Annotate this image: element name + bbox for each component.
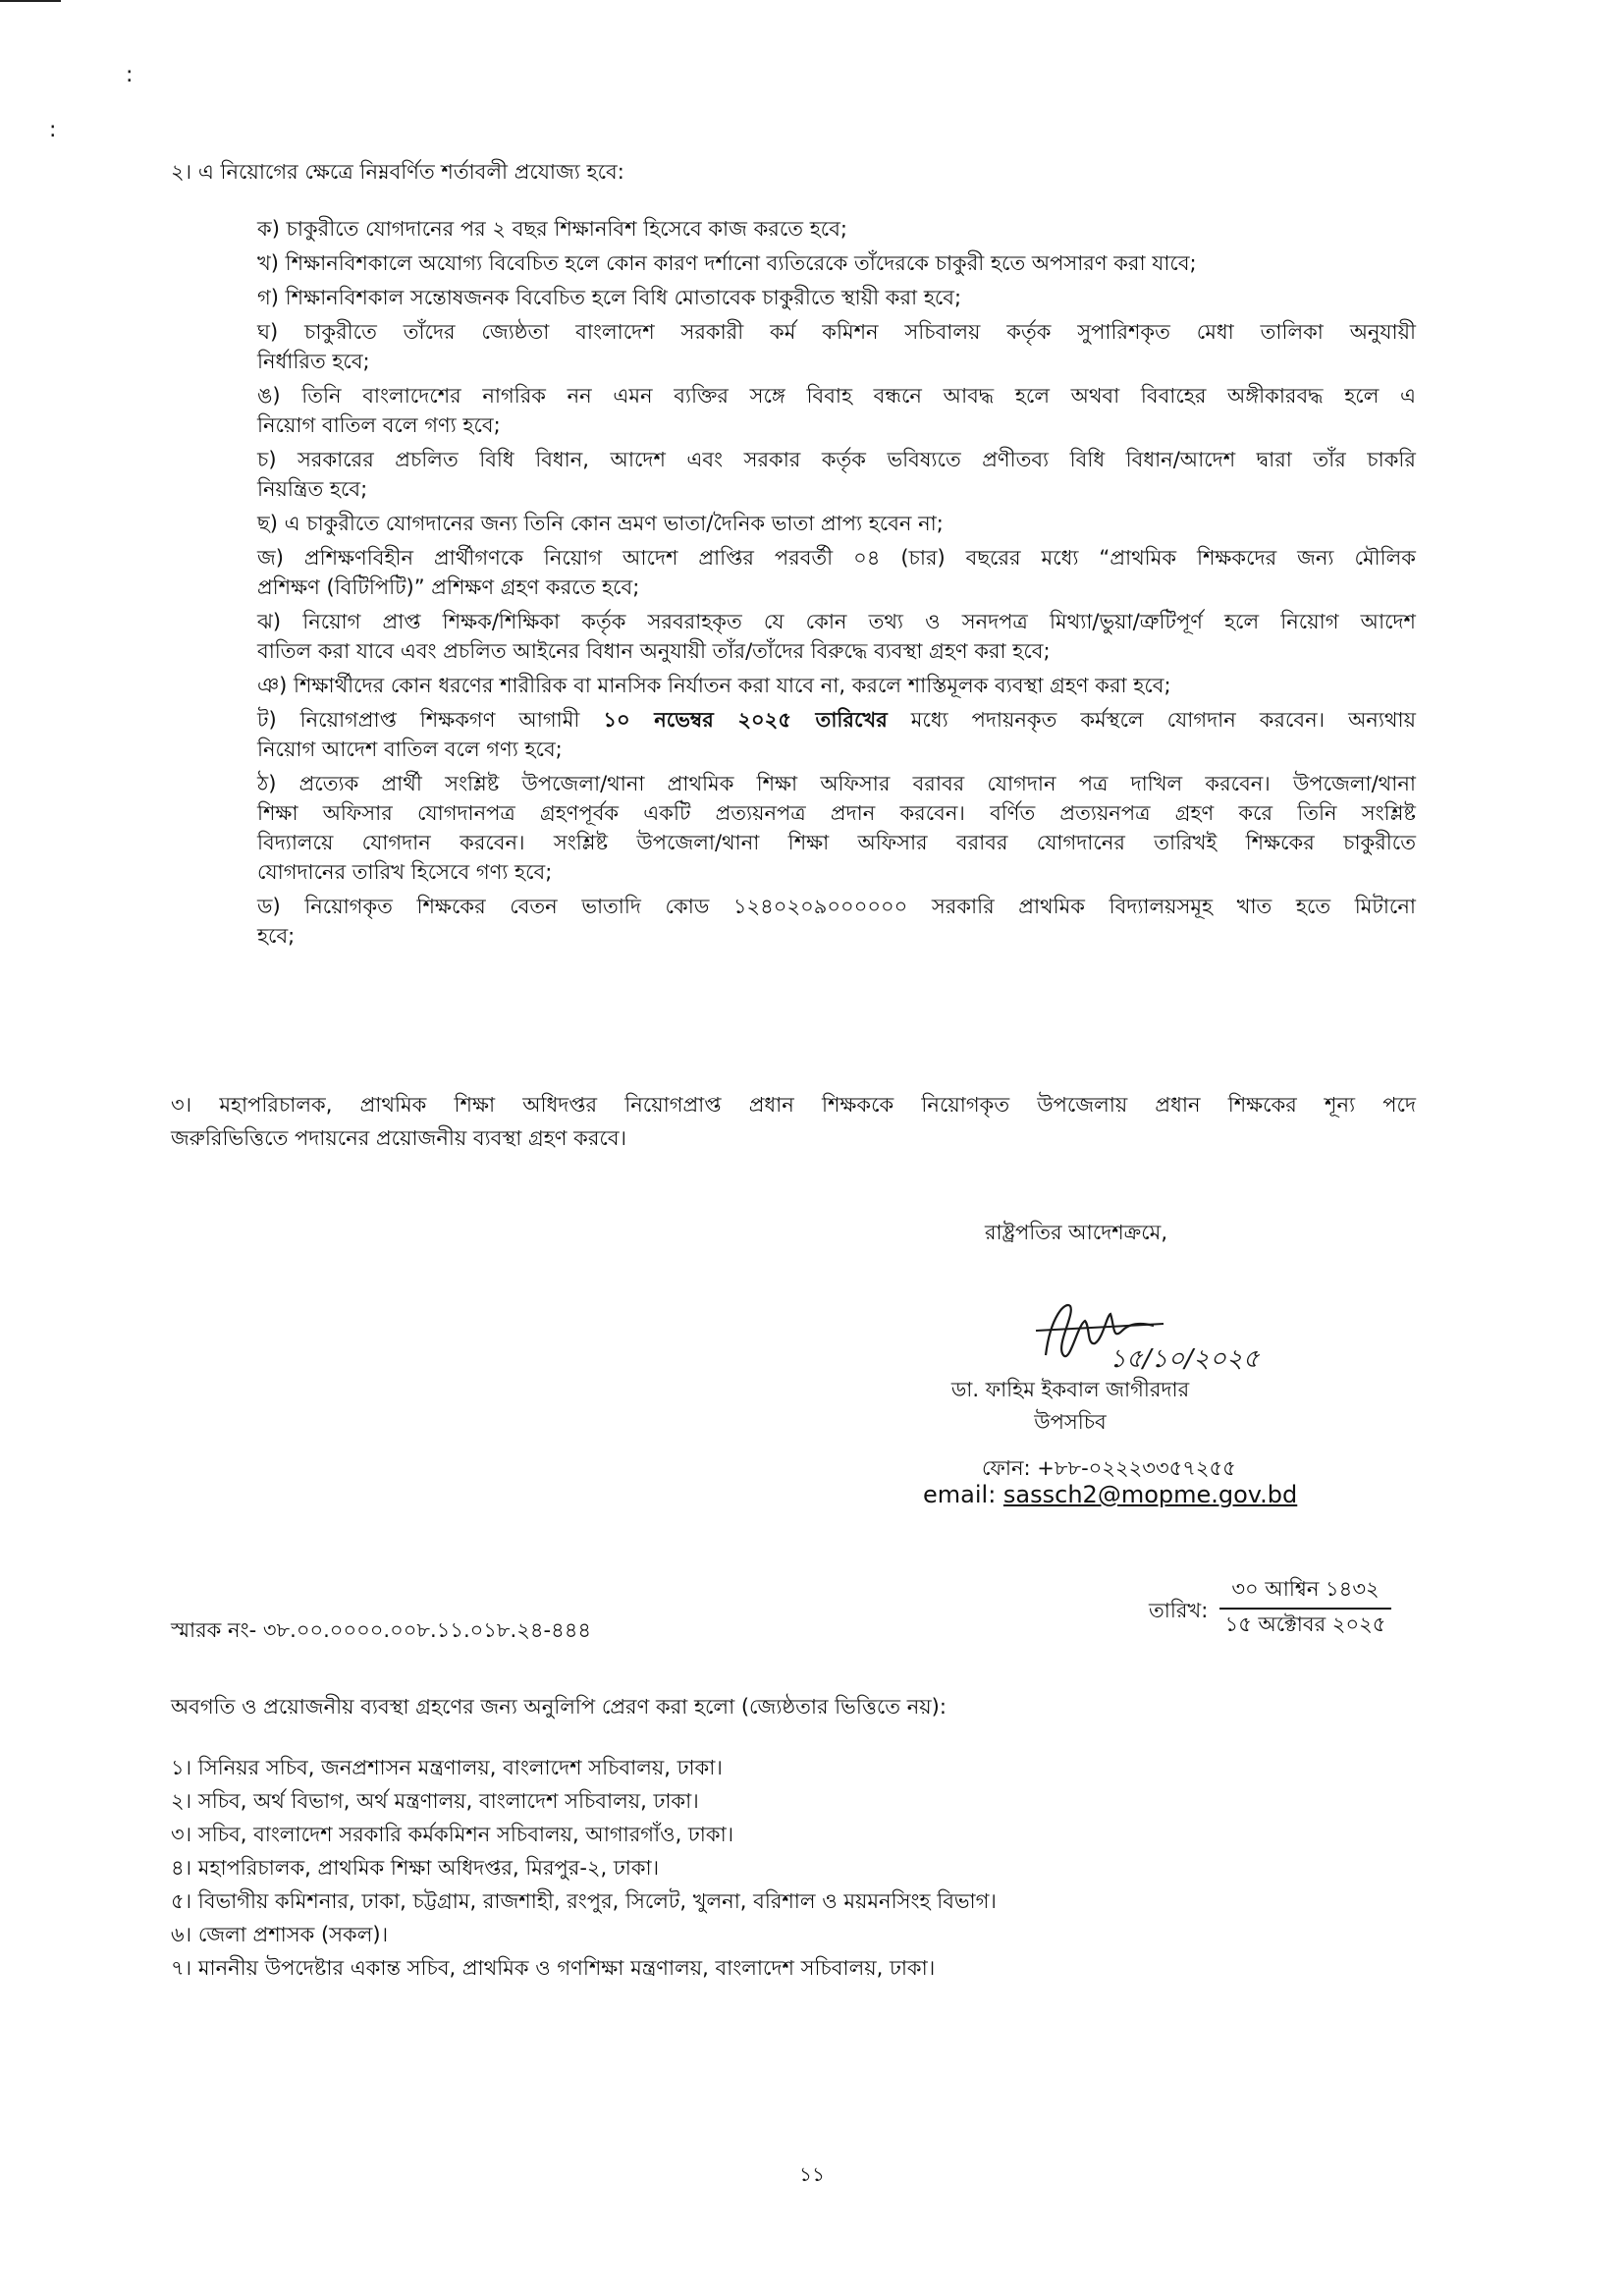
condition-item (257, 769, 1416, 887)
text-line: নিয়ন্ত্রিত হবে; (257, 477, 368, 501)
memo-number: স্মারক নং- ৩৮.০০.০০০০.০০৮.১১.০১৮.২৪-৪৪৪ (171, 1618, 591, 1642)
condition-item (257, 671, 1416, 700)
text-line: নিয়োগ আদেশ বাতিল বলে গণ্য হবে; (257, 737, 563, 761)
text-line: যোগদানের তারিখ হিসেবে গণ্য হবে; (257, 860, 553, 884)
copy-recipient-item: ৩। সচিব, বাংলাদেশ সরকারি কর্মকমিশন সচিবালয়, আগারগাঁও, ঢাকা। (171, 1823, 734, 1846)
text-line: ড) নিয়োগকৃত শিক্ষকের বেতন ভাতাদি কোড ১২৪০২০৯০০০০০০ সরকারি প্রাথমিক বিদ্যালয়সমূহ খাত হতে মিটানো (257, 895, 1416, 918)
text-line: প্রশিক্ষণ (বিটিপিটি)” প্রশিক্ষণ গ্রহণ করতে হবে; (257, 575, 640, 599)
date-english-calendar: ১৫ অক্টোবর ২০২৫ (1224, 1612, 1386, 1636)
date-bangla-calendar: ৩০ আশ্বিন ১৪৩২ (1219, 1573, 1391, 1610)
condition-item (257, 543, 1416, 602)
text-line: ঠ) প্রত্যেক প্রার্থী সংশ্লিষ্ট উপজেলা/থানা প্রাথমিক শিক্ষা অফিসার বরাবর যোগদান পত্র দাখিল করবেন। উপজেলা/থানা (257, 772, 1416, 795)
signatory-phone: ফোন: +৮৮-০২২২৩৩৫৭২৫৫ (982, 1456, 1236, 1480)
handwritten-signature (1016, 1286, 1260, 1385)
signatory-name: ডা. ফাহিম ইকবাল জাগীরদার (950, 1378, 1190, 1401)
condition-item (257, 705, 1416, 764)
condition-item (257, 892, 1416, 951)
top-edge-line (0, 0, 61, 2)
copy-recipient-item: ২। সচিব, অর্থ বিভাগ, অর্থ মন্ত্রণালয়, বাংলাদেশ সচিবালয়, ঢাকা। (171, 1789, 699, 1813)
top-mark-1: : (126, 63, 134, 87)
signatory-designation: উপসচিব (1034, 1410, 1107, 1434)
text-line: হবে; (257, 924, 296, 948)
page-number: ১১ (799, 2162, 825, 2186)
text-line: নিয়োগ বাতিল বলে গণ্য হবে; (257, 413, 501, 437)
text-line: শিক্ষা অফিসার যোগদানপত্র গ্রহণপূর্বক একটি প্রত্যয়নপত্র প্রদান করবেন। বর্ণিত প্রত্যয়নপত্র গ্রহণ করে তিনি সংশ্লিষ্ট (257, 801, 1416, 825)
joining-deadline-post: মধ্যে পদায়নকৃত কর্মস্থলে যোগদান করবেন। অন্যথায় (887, 708, 1416, 732)
copies-list (171, 1753, 1416, 1987)
joining-deadline-date: ১০ নভেম্বর ২০২৫ তারিখের (603, 708, 888, 732)
text-line: ছ) এ চাকুরীতে যোগদানের জন্য তিনি কোন ভ্রমণ ভাতা/দৈনিক ভাতা প্রাপ্য হবেন না; (257, 512, 944, 535)
copy-recipient-item: ৫। বিভাগীয় কমিশনার, ঢাকা, চট্টগ্রাম, রাজশাহী, রংপুর, সিলেট, খুলনা, বরিশাল ও ময়মনসিংহ বিভাগ। (171, 1889, 997, 1913)
copies-intro: অবগতি ও প্রয়োজনীয় ব্যবস্থা গ্রহণের জন্য অনুলিপি প্রেরণ করা হলো (জ্যেষ্ঠতার ভিত্তিতে নয়): (171, 1695, 947, 1719)
section-2-conditions (257, 214, 1416, 956)
text-line: নির্ধারিত হবে; (257, 350, 370, 373)
text-line: বিদ্যালয়ে যোগদান করবেন। সংশ্লিষ্ট উপজেলা/থানা শিক্ষা অফিসার বরাবর যোগদানের তারিখই শিক্ষকের চাকুরীতে (257, 831, 1416, 854)
section-3-paragraph (171, 1090, 1416, 1157)
condition-item (257, 214, 1416, 244)
text-line: ঝ) নিয়োগ প্রাপ্ত শিক্ষক/শিক্ষিকা কর্তৃক সরবরাহকৃত যে কোন তথ্য ও সনদপত্র মিথ্যা/ভুয়া/ত্রুটিপূর্ণ হলে নিয়োগ আদেশ (257, 610, 1416, 633)
text-line: ঞ) শিক্ষার্থীদের কোন ধরণের শারীরিক বা মানসিক নির্যাতন করা যাবে না, করলে শাস্তিমূলক ব্যবস্থা গ্রহণ করা হবে; (257, 674, 1171, 697)
copy-recipient-item: ১। সিনিয়র সচিব, জনপ্রশাসন মন্ত্রণালয়, বাংলাদেশ সচিবালয়, ঢাকা। (171, 1756, 723, 1779)
copy-recipient-item: ৬। জেলা প্রশাসক (সকল)। (171, 1923, 389, 1946)
section-2-heading: ২। এ নিয়োগের ক্ষেত্রে নিম্নবর্ণিত শর্তাবলী প্রযোজ্য হবে: (171, 160, 624, 184)
condition-item (257, 509, 1416, 538)
joining-deadline-pre: ট) নিয়োগপ্রাপ্ত শিক্ষকগণ আগামী (257, 708, 604, 732)
condition-item (257, 248, 1416, 278)
signatory-email (923, 1481, 1297, 1508)
signature-date: ১৫/১০/২০২৫ (1110, 1344, 1260, 1374)
text-line: ঙ) তিনি বাংলাদেশের নাগরিক নন এমন ব্যক্তির সঙ্গে বিবাহ বন্ধনে আবদ্ধ হলে অথবা বিবাহের অঙ্গীকারবদ্ধ হলে এ (257, 384, 1416, 408)
text-line: বাতিল করা যাবে এবং প্রচলিত আইনের বিধান অনুযায়ী তাঁর/তাঁদের বিরুদ্ধে ব্যবস্থা গ্রহণ করা হবে; (257, 639, 1051, 663)
condition-item (257, 317, 1416, 376)
date-label: তারিখ: (1149, 1599, 1209, 1622)
email-label: email: (923, 1481, 997, 1508)
text-line: জরুরিভিত্তিতে পদায়নের প্রয়োজনীয় ব্যবস্থা গ্রহণ করবে। (171, 1126, 627, 1150)
text-line: চ) সরকারের প্রচলিত বিধি বিধান, আদেশ এবং সরকার কর্তৃক ভবিষ্যতে প্রণীতব্য বিধি বিধান/আদেশ দ্বারা তাঁর চাকরি (257, 448, 1416, 471)
text-line: গ) শিক্ষানবিশকাল সন্তোষজনক বিবেচিত হলে বিধি মোতাবেক চাকুরীতে স্থায়ী করা হবে; (257, 286, 962, 309)
copy-recipient-item: ৪। মহাপরিচালক, প্রাথমিক শিক্ষা অধিদপ্তর, মিরপুর-২, ঢাকা। (171, 1856, 660, 1880)
condition-item (257, 445, 1416, 504)
condition-item (257, 381, 1416, 440)
text-line: ৩। মহাপরিচালক, প্রাথমিক শিক্ষা অধিদপ্তর নিয়োগপ্রাপ্ত প্রধান শিক্ষককে নিয়োগকৃত উপজেলায় প্রধান শিক্ষকের শূন্য পদে (171, 1093, 1416, 1117)
text-line: ক) চাকুরীতে যোগদানের পর ২ বছর শিক্ষানবিশ হিসেবে কাজ করতে হবে; (257, 217, 847, 241)
condition-item (257, 607, 1416, 666)
email-address-link[interactable]: sassch2@mopme.gov.bd (1002, 1481, 1298, 1508)
text-line (257, 705, 1416, 735)
text-line: ঘ) চাকুরীতে তাঁদের জ্যেষ্ঠতা বাংলাদেশ সরকারী কর্ম কমিশন সচিবালয় কর্তৃক সুপারিশকৃত মেধা তালিকা অনুযায়ী (257, 320, 1416, 344)
condition-item (257, 283, 1416, 312)
text-line: জ) প্রশিক্ষণবিহীন প্রার্থীগণকে নিয়োগ আদেশ প্রাপ্তির পরবর্তী ০৪ (চার) বছরের মধ্যে “প্রাথমিক শিক্ষকদের জন্য মৌলিক (257, 546, 1416, 570)
copy-recipient-item: ৭। মাননীয় উপদেষ্টার একান্ত সচিব, প্রাথমিক ও গণশিক্ষা মন্ত্রণালয়, বাংলাদেশ সচিবালয়, ঢাকা। (171, 1956, 936, 1980)
text-line: খ) শিক্ষানবিশকালে অযোগ্য বিবেচিত হলে কোন কারণ দর্শানো ব্যতিরেকে তাঁদেরকে চাকুরী হতে অপসারণ করা যাবে; (257, 251, 1197, 275)
by-order-of-president: রাষ্ট্রপতির আদেশক্রমে, (985, 1221, 1167, 1244)
top-mark-2: : (49, 118, 57, 142)
